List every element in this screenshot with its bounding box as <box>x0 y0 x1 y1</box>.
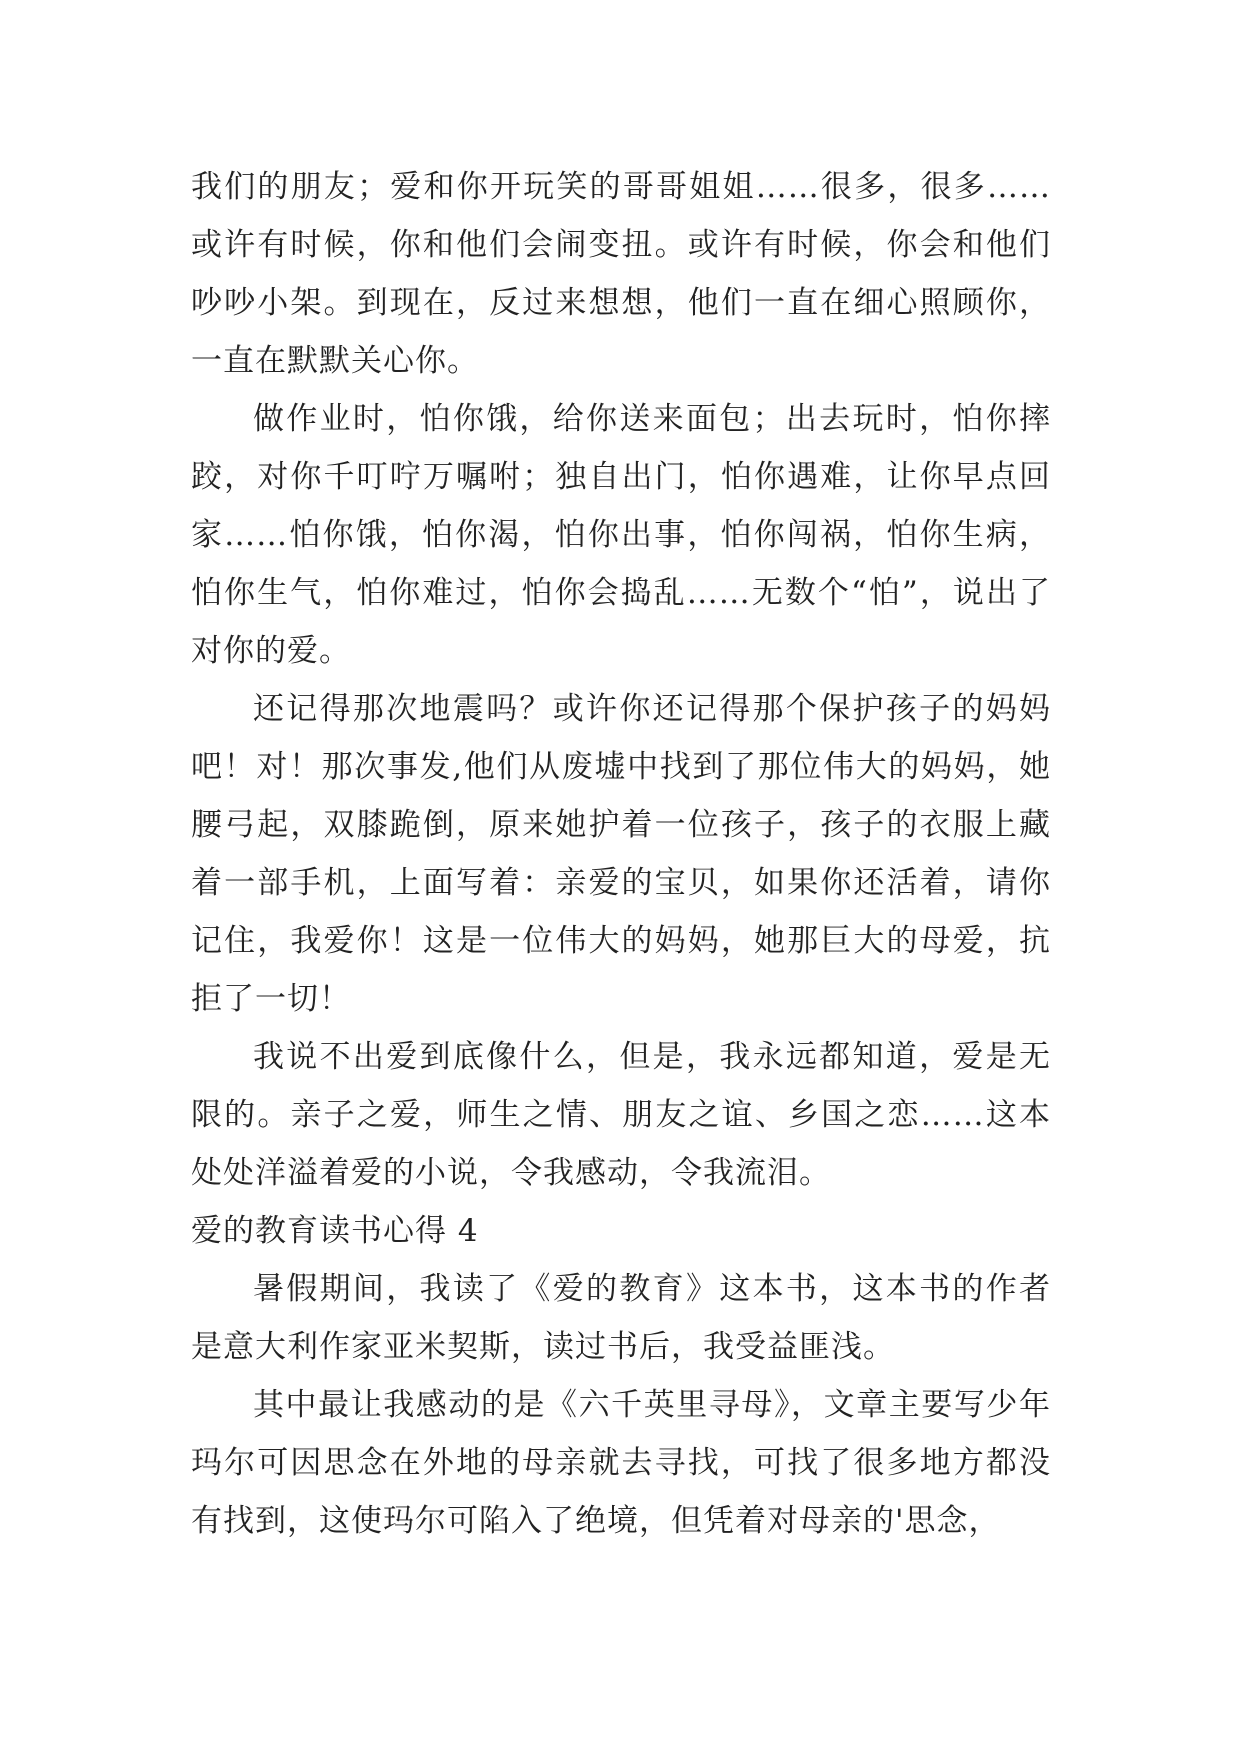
paragraph-5: 暑假期间，我读了《爱的教育》这本书，这本书的作者是意大利作家亚米契斯，读过书后，我受益匪浅。 <box>191 1271 1051 1365</box>
paragraph-6: 其中最让我感动的是《六千英里寻母》，文章主要写少年玛尔可因思念在外地的母亲就去寻找，可找了很多地方都没有找到，这使玛尔可陷入了绝境，但凭着对母亲的'思念， <box>191 1387 1051 1539</box>
paragraph-4: 我说不出爱到底像什么，但是，我永远都知道，爱是无限的。亲子之爱，师生之情、朋友之谊、乡国之恋……这本处处洋溢着爱的小说，令我感动，令我流泪。 <box>191 1039 1051 1191</box>
paragraph-3: 还记得那次地震吗？或许你还记得那个保护孩子的妈妈吧！对！那次事发,他们从废墟中找到了那位伟大的妈妈，她腰弓起，双膝跪倒，原来她护着一位孩子，孩子的衣服上藏着一部手机，上面写着：亲爱的宝贝，如果你还活着，请你记住，我爱你！这是一位伟大的妈妈，她那巨大的母爱，抗拒了一切！ <box>191 691 1051 1017</box>
section-title: 爱的教育读书心得 4 <box>191 1213 479 1249</box>
paragraph-2: 做作业时，怕你饿，给你送来面包；出去玩时，怕你摔跤，对你千叮咛万嘱咐；独自出门，怕你遇难，让你早点回家……怕你饿，怕你渴，怕你出事，怕你闯祸，怕你生病，怕你生气，怕你难过，怕你会捣乱……无数个“怕”，说出了对你的爱。 <box>191 401 1051 669</box>
paragraph-1: 我们的朋友；爱和你开玩笑的哥哥姐姐……很多，很多……或许有时候，你和他们会闹变扭。或许有时候，你会和他们吵吵小架。到现在，反过来想想，他们一直在细心照顾你，一直在默默关心你。 <box>191 169 1051 379</box>
document-body <box>191 158 1051 1550</box>
